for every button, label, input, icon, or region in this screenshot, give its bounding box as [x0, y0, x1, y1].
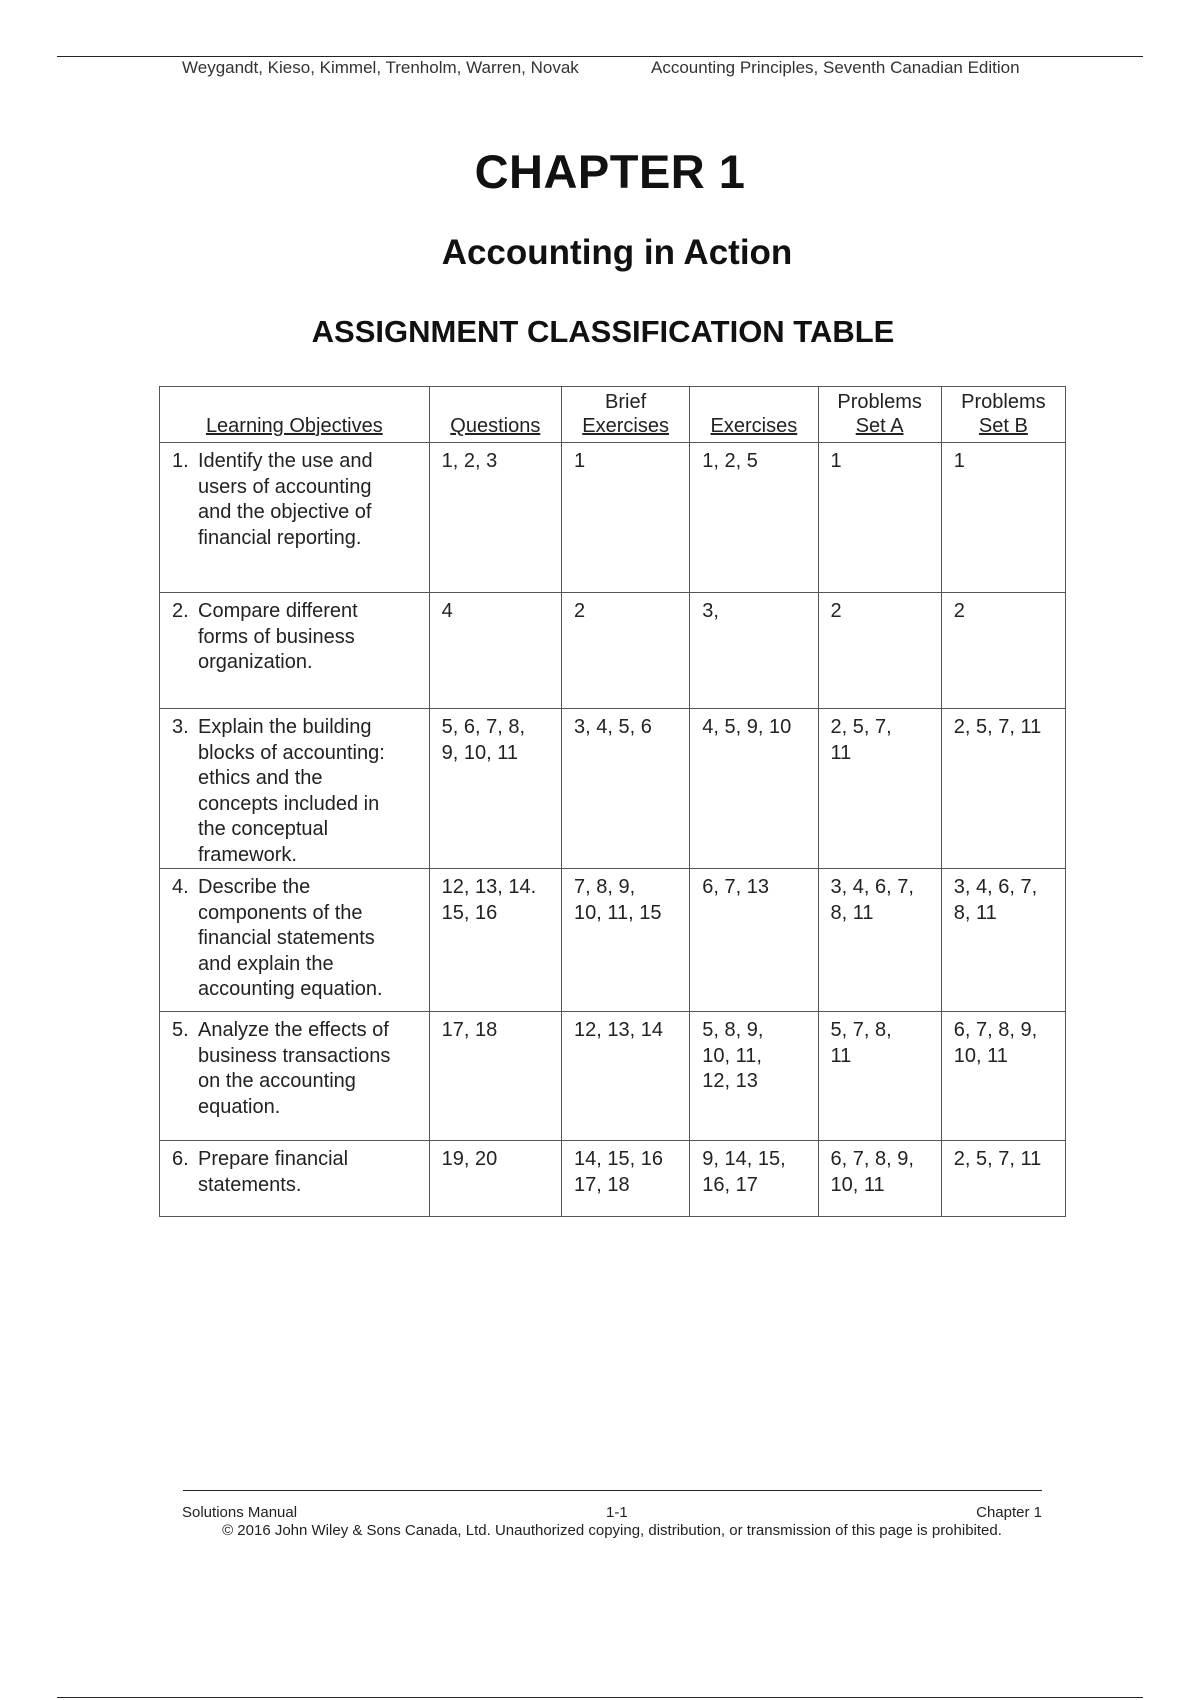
header-exercises: Exercises [690, 387, 818, 443]
problems-set-a-cell: 3, 4, 6, 7, 8, 11 [818, 869, 941, 1012]
brief-exercises-cell: 12, 13, 14 [561, 1012, 689, 1141]
questions-cell: 12, 13, 14. 15, 16 [429, 869, 561, 1012]
objective-cell: 2. Compare different forms of business organization. [160, 593, 430, 709]
questions-cell: 17, 18 [429, 1012, 561, 1141]
problems-set-a-cell: 1 [818, 443, 941, 593]
header-questions: Questions [429, 387, 561, 443]
exercises-cell: 9, 14, 15, 16, 17 [690, 1141, 818, 1217]
table-row [160, 1141, 1066, 1217]
chapter-title: CHAPTER 1 [474, 145, 746, 198]
problems-set-b-cell: 2, 5, 7, 11 [941, 709, 1065, 869]
brief-exercises-cell: 2 [561, 593, 689, 709]
header-authors: Weygandt, Kieso, Kimmel, Trenholm, Warren, Novak [182, 58, 579, 77]
table-row [160, 593, 1066, 709]
header-rule [57, 56, 1143, 57]
chapter-subtitle: Accounting in Action [441, 233, 793, 272]
table-row [160, 1012, 1066, 1141]
problems-set-a-cell: 2 [818, 593, 941, 709]
brief-exercises-cell: 7, 8, 9, 10, 11, 15 [561, 869, 689, 1012]
footer-page-number: 1-1 [606, 1504, 628, 1521]
problems-set-a-cell: 2, 5, 7, 11 [818, 709, 941, 869]
problems-set-b-cell: 6, 7, 8, 9, 10, 11 [941, 1012, 1065, 1141]
brief-exercises-cell: 14, 15, 16 17, 18 [561, 1141, 689, 1217]
table-header-row [160, 387, 1066, 443]
footer-manual-name: Solutions Manual [182, 1504, 298, 1521]
objective-cell: 3. Explain the building blocks of accounting: ethics and the concepts included in the conceptual framework. [160, 709, 430, 869]
exercises-cell: 1, 2, 5 [690, 443, 818, 593]
problems-set-b-cell: 2 [941, 593, 1065, 709]
exercises-cell: 5, 8, 9, 10, 11, 12, 13 [690, 1012, 818, 1141]
table-row [160, 869, 1066, 1012]
exercises-cell: 3, [690, 593, 818, 709]
objective-cell: 5. Analyze the effects of business transactions on the accounting equation. [160, 1012, 430, 1141]
page-bottom-rule [57, 1697, 1143, 1698]
problems-set-b-cell: 2, 5, 7, 11 [941, 1141, 1065, 1217]
questions-cell: 4 [429, 593, 561, 709]
header-book-title: Accounting Principles, Seventh Canadian Edition [651, 58, 1020, 77]
assignment-classification-table [159, 386, 1066, 1217]
objective-cell: 4. Describe the components of the financial statements and explain the accounting equation. [160, 869, 430, 1012]
questions-cell: 5, 6, 7, 8, 9, 10, 11 [429, 709, 561, 869]
table-title: ASSIGNMENT CLASSIFICATION TABLE [311, 314, 895, 349]
table-row [160, 709, 1066, 869]
problems-set-b-cell: 3, 4, 6, 7, 8, 11 [941, 869, 1065, 1012]
exercises-cell: 6, 7, 13 [690, 869, 818, 1012]
problems-set-a-cell: 6, 7, 8, 9, 10, 11 [818, 1141, 941, 1217]
footer-rule [183, 1490, 1042, 1491]
header-learning-objectives: Learning Objectives [160, 387, 430, 443]
table-row [160, 443, 1066, 593]
questions-cell: 1, 2, 3 [429, 443, 561, 593]
objective-cell: 1. Identify the use and users of accounting and the objective of financial reporting. [160, 443, 430, 593]
header-problems-set-a: Problems Set A [818, 387, 941, 443]
problems-set-b-cell: 1 [941, 443, 1065, 593]
header-brief-exercises: Brief Exercises [561, 387, 689, 443]
brief-exercises-cell: 1 [561, 443, 689, 593]
objective-cell: 6. Prepare financial statements. [160, 1141, 430, 1217]
brief-exercises-cell: 3, 4, 5, 6 [561, 709, 689, 869]
exercises-cell: 4, 5, 9, 10 [690, 709, 818, 869]
problems-set-a-cell: 5, 7, 8, 11 [818, 1012, 941, 1141]
footer-chapter: Chapter 1 [976, 1504, 1042, 1521]
copyright-notice: © 2016 John Wiley & Sons Canada, Ltd. Unauthorized copying, distribution, or transmission of this page is prohibited. [222, 1522, 1002, 1539]
questions-cell: 19, 20 [429, 1141, 561, 1217]
header-problems-set-b: Problems Set B [941, 387, 1065, 443]
